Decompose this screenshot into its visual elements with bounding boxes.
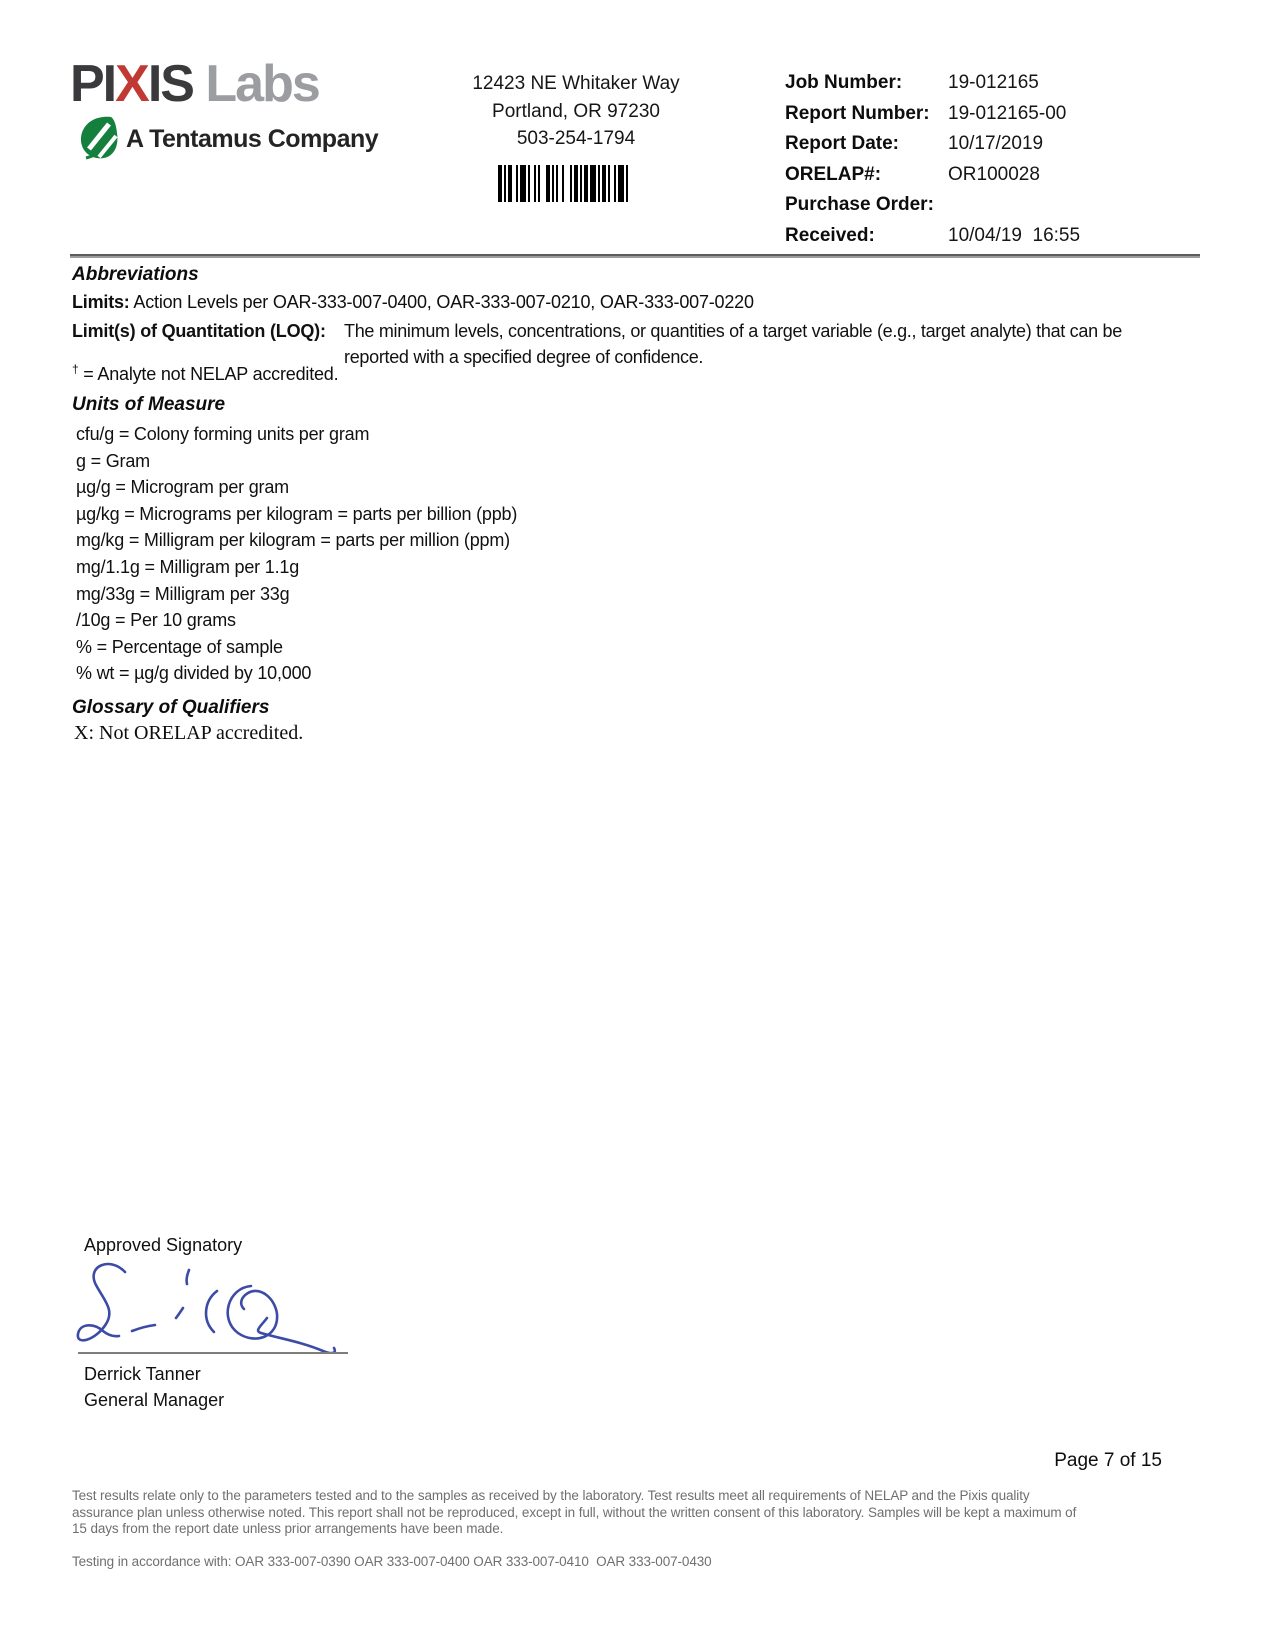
logo-text-labs: Labs <box>192 55 319 113</box>
unit-item: mg/kg = Milligram per kilogram = parts per million (ppm) <box>76 530 510 551</box>
header-divider <box>70 254 1200 258</box>
approved-signatory-label: Approved Signatory <box>84 1235 243 1255</box>
unit-item: % wt = µg/g divided by 10,000 <box>76 663 312 684</box>
loq-label: Limit(s) of Quantitation (LOQ): <box>72 321 326 341</box>
unit-item: cfu/g = Colony forming units per gram <box>76 424 370 444</box>
received-value: 10/04/19 16:55 <box>948 224 1081 246</box>
report-number-label: Report Number: <box>785 102 930 124</box>
lab-address <box>420 70 732 153</box>
barcode-icon <box>498 165 638 202</box>
unit-item: µg/kg = Micrograms per kilogram = parts per billion (ppb) <box>76 503 518 524</box>
unit-item: /10g = Per 10 grams <box>76 610 236 631</box>
unit-item: % = Percentage of sample <box>76 636 283 657</box>
dagger-note <box>72 362 338 385</box>
limits-line <box>72 292 754 313</box>
units-heading: Units of Measure <box>72 394 226 415</box>
limits-text: Action Levels per OAR-333-007-0400, OAR-333-007-0210, OAR-333-007-0220 <box>129 292 754 312</box>
logo-text-pi: PI <box>70 55 116 113</box>
signature-image <box>70 1258 350 1359</box>
logo-text-x: X <box>115 55 148 113</box>
lab-phone: 503-254-1794 <box>516 128 636 149</box>
dagger-text: = Analyte not NELAP accredited. <box>78 364 339 384</box>
purchase-order-value <box>948 194 1080 215</box>
pixis-labs-logo <box>70 55 379 165</box>
dagger-symbol: † <box>72 362 79 376</box>
received-label: Received: <box>785 224 875 246</box>
limits-label: Limits: <box>72 292 130 312</box>
address-line-2: Portland, OR 97230 <box>492 100 660 122</box>
signatory-title: General Manager <box>84 1390 225 1410</box>
report-number-value: 19-012165-00 <box>948 102 1067 124</box>
signature-rule <box>78 1352 348 1354</box>
orelap-label: ORELAP#: <box>785 163 882 185</box>
logo-wordmark <box>70 55 378 113</box>
job-number-value: 19-012165 <box>948 72 1039 93</box>
report-date-label: Report Date: <box>785 133 900 154</box>
job-number-label: Job Number: <box>785 72 903 93</box>
abbreviations-heading: Abbreviations <box>72 264 199 285</box>
unit-item: g = Gram <box>76 450 150 471</box>
units-list <box>76 421 517 687</box>
glossary-item: X: Not ORELAP accredited. <box>74 722 304 744</box>
address-line-1: 12423 NE Whitaker Way <box>472 73 680 94</box>
glossary-heading: Glossary of Qualifiers <box>72 697 270 718</box>
report-info-table <box>785 72 1080 246</box>
footer-testing-standards: Testing in accordance with: OAR 333-007-0390 OAR 333-007-0400 OAR 333-007-0410 OAR 333-007-0430 <box>72 1554 712 1569</box>
footer-disclaimer: Test results relate only to the parameters tested and to the samples as received by the laboratory. Test results meet all requirements of NELAP and the Pixis quality assurance plan unless otherwise noted. This report shall not be reproduced, except in full, without the written consent of this laboratory. Samples will be kept a maximum of 15 days from the report date unless prior arrangements have been made. <box>72 1488 1077 1536</box>
unit-item: mg/1.1g = Milligram per 1.1g <box>76 556 300 577</box>
orelap-value: OR100028 <box>948 163 1040 185</box>
loq-text: The minimum levels, concentrations, or quantities of a target variable (e.g., target analyte) that can be reported with a specified degree of confidence. <box>344 321 1122 367</box>
purchase-order-label: Purchase Order: <box>785 194 934 215</box>
page-number: Page 7 of 15 <box>1054 1450 1162 1471</box>
logo-text-is: IS <box>147 55 193 113</box>
unit-item: mg/33g = Milligram per 33g <box>76 583 290 604</box>
report-date-value: 10/17/2019 <box>948 133 1044 154</box>
signatory-name: Derrick Tanner <box>84 1364 201 1384</box>
unit-item: µg/g = Microgram per gram <box>76 477 289 498</box>
leaf-icon <box>78 114 120 165</box>
logo-tagline: A Tentamus Company <box>126 125 379 153</box>
